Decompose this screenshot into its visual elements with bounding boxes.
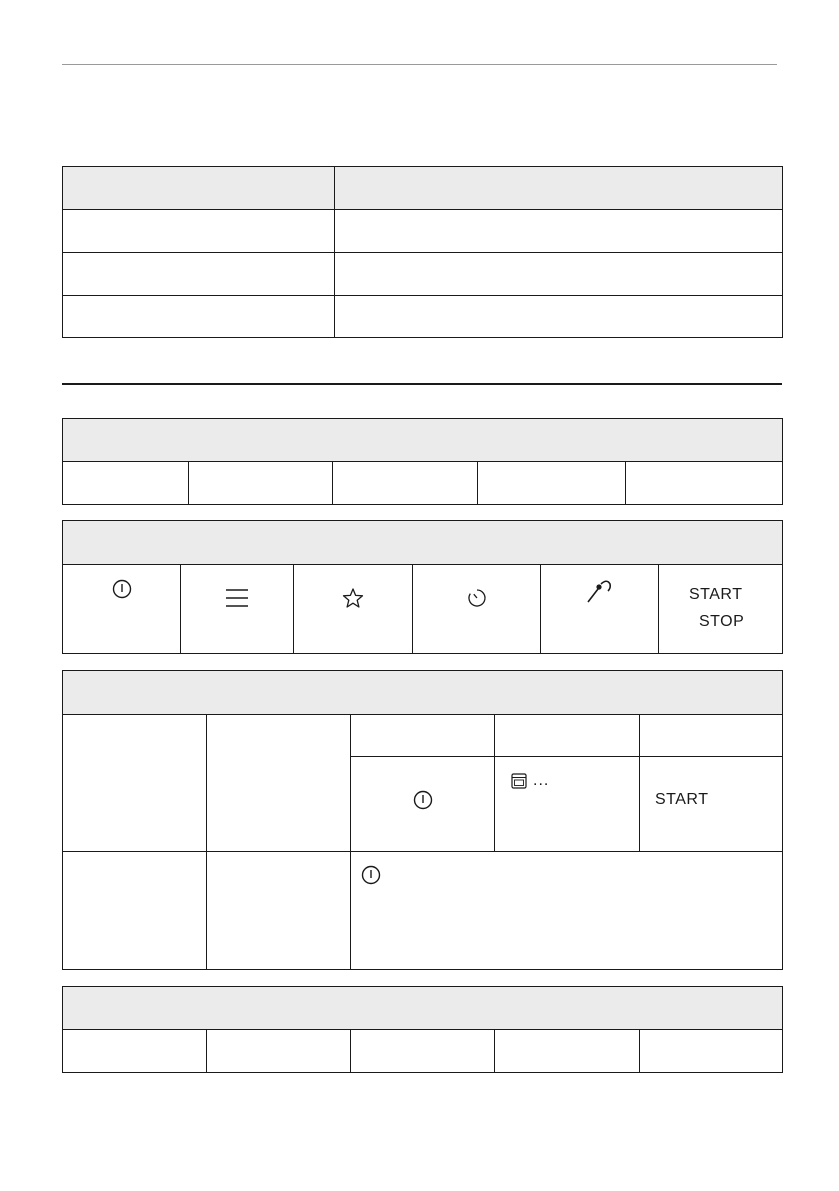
stop-label[interactable]: STOP	[699, 613, 745, 630]
oven-ellipsis: ...	[533, 772, 550, 789]
step-power-cell	[351, 757, 495, 852]
table-row	[63, 1030, 783, 1073]
info-table-header-cell-1	[63, 167, 335, 210]
table-header	[63, 419, 783, 462]
table-row	[63, 210, 783, 253]
page-top-rule	[62, 64, 777, 65]
start-label[interactable]: START	[689, 586, 743, 603]
bottom-table	[62, 986, 783, 1073]
power-icon	[360, 864, 382, 886]
table-row	[63, 715, 783, 757]
table-header	[63, 987, 783, 1030]
info-table	[62, 166, 783, 338]
menu-icon[interactable]	[225, 587, 249, 609]
start-label: START	[655, 791, 709, 808]
menu-cell	[181, 565, 294, 654]
oven-icon	[511, 773, 527, 789]
favourite-cell	[294, 565, 413, 654]
star-icon[interactable]	[342, 587, 364, 609]
five-column-table	[62, 418, 783, 505]
steps-table	[62, 670, 783, 970]
table-row	[63, 462, 783, 505]
food-sensor-cell	[541, 565, 659, 654]
section-divider	[62, 383, 782, 385]
power-icon	[412, 789, 434, 811]
table-row	[63, 852, 783, 970]
power-icon[interactable]	[111, 578, 133, 600]
timer-icon[interactable]	[466, 587, 488, 609]
start-stop-cell	[659, 565, 783, 654]
step-oven-cell	[495, 757, 640, 852]
timer-cell	[413, 565, 541, 654]
step-start-cell	[640, 757, 783, 852]
table-header	[63, 521, 783, 565]
food-sensor-icon[interactable]	[584, 579, 616, 605]
power-cell	[63, 565, 181, 654]
table-row	[63, 253, 783, 296]
step-note-cell	[351, 852, 783, 970]
control-panel-table	[62, 520, 783, 654]
table-row	[63, 296, 783, 338]
table-header	[63, 671, 783, 715]
info-table-header-cell-2	[335, 167, 783, 210]
